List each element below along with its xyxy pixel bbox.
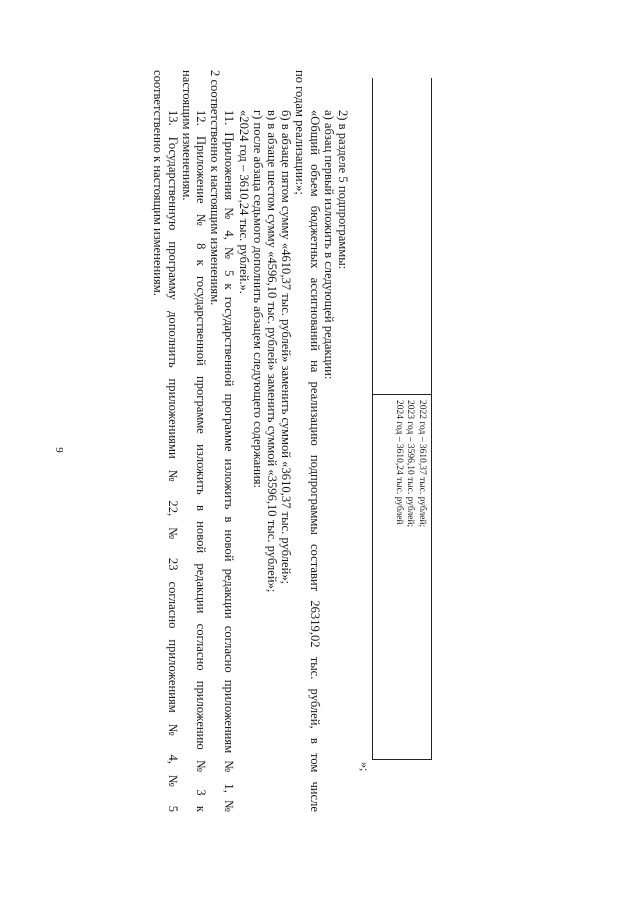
paragraph: 11. Приложения № 4, № 5 к государственной программе изложить в новой редакции согласно приложениям № 1, № — [222, 110, 237, 812]
paragraph: настоящим изменениям. — [179, 70, 194, 201]
paragraph: «Общий объем бюджетных ассигнований на реализацию подпрограммы составит 26319,02 тыс. рублей, в том числе — [307, 110, 322, 812]
table-cell-line: 2023 год – 3596,10 тыс. рублей; — [405, 400, 416, 528]
paragraph: г) после абзаца седьмого дополнить абзацем следующего содержания: — [250, 110, 265, 489]
paragraph: в) в абзаце шестом сумму «4596,10 тыс. рублей» заменить суммой «3596,10 тыс. рублей»; — [264, 110, 279, 593]
table-column-divider — [373, 394, 431, 395]
paragraph: соответственно к настоящим изменениям. — [151, 70, 166, 296]
document-body — [151, 70, 350, 812]
table-cell — [393, 400, 428, 527]
page-number: 9 — [52, 447, 65, 453]
paragraph: а) абзац первый изложить в следующей редакции: — [321, 110, 336, 380]
closing-quote-mark: »; — [358, 762, 372, 772]
paragraph: 12. Приложение № 8 к государственной программе изложить в новой редакции согласно приложению № 3 к — [193, 110, 208, 812]
rotated-content — [151, 70, 440, 820]
paragraph: 2) в разделе 5 подпрограммы: — [336, 110, 350, 270]
paragraph: б) в абзаце пятом сумму «4610,37 тыс. рублей» заменить суммой «3610,37 тыс. рублей»; — [279, 110, 294, 585]
paragraph: «2024 год – 3610,24 тыс. рублей.». — [236, 110, 251, 294]
table-cell-line: 2024 год – 3610,24 тыс. рублей — [394, 400, 404, 525]
paragraph: по годам реализации:»; — [293, 70, 308, 195]
paragraph: 2 соответственно к настоящим изменениям. — [208, 70, 223, 306]
paragraph: 13. Государственную программу дополнить приложениями № 22, № 23 согласно приложениям № 4, № 5 — [165, 110, 180, 812]
table-cell-line: 2022 год – 3610,37 тыс. рублей; — [417, 400, 427, 528]
table-fragment — [372, 78, 432, 760]
